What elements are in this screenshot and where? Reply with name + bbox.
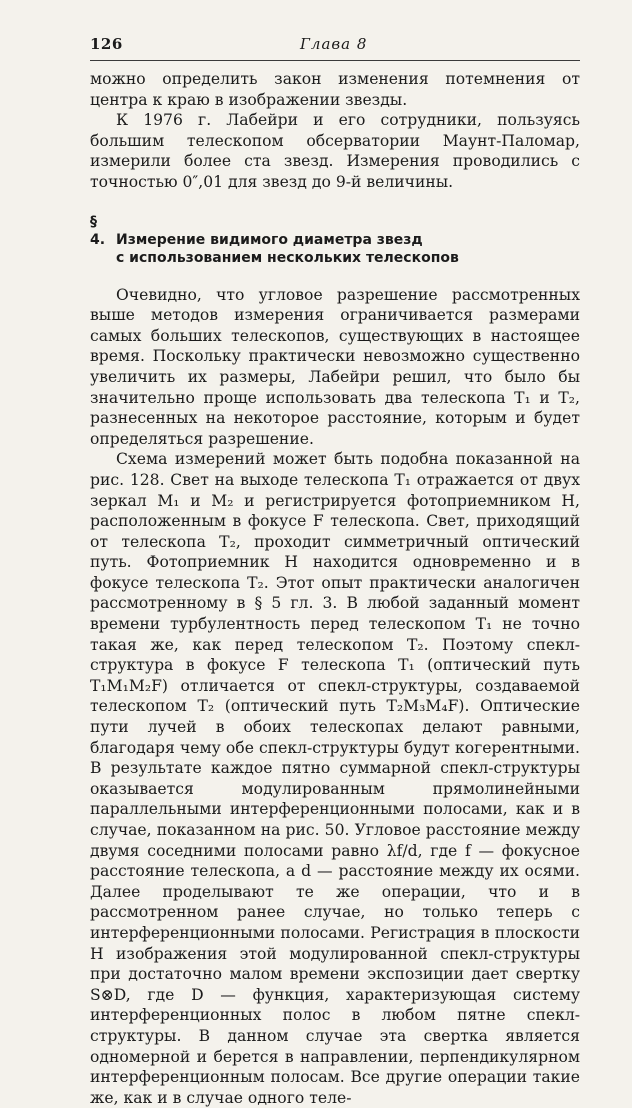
section-heading: [90, 213, 580, 267]
page-number: 126: [90, 35, 123, 53]
section-title-line-2: с использованием нескольких телескопов: [116, 249, 459, 266]
book-page: [90, 34, 580, 1107]
intro-paragraph-1: можно определить закон изменения потемнения от центра к краю в изображении звезды.: [90, 70, 580, 109]
section-title-line-1: Измерение видимого диаметра звезд: [116, 231, 423, 248]
body-text: [90, 285, 580, 1108]
body-paragraph-2: Схема измерений может быть подобна показанной на рис. 128. Свет на выходе телескопа T₁ отражается от двух зеркал M₁ и M₂ и регистрируется фотоприемником H, расположенным в фокусе F телескопа. Свет, приходящий от телескопа T₂, проходит симметричный оптический путь. Фотоприемник H находится одновременно и в фокусе телескопа T₂. Этот опыт практически аналогичен рассмотренному в § 5 гл. 3. В любой заданный момент времени турбулентность перед телескопом T₁ не точно такая же, как перед телескопом T₂. Поэтому спекл-структура в фокусе F телескопа T₁ (оптический путь T₁M₁M₂F) отличается от спекл-структуры, создаваемой телескопом T₂ (оптический путь T₂M₃M₄F). Оптические пути лучей в обоих телескопах делают равными, благодаря чему обе спекл-структуры будут когерентными. В результате каждое пятно суммарной спекл-структуры оказывается модулированным прямолинейными параллельными интерференционными полосами, как и в случае, показанном на рис. 50. Угловое расстояние между двумя соседними полосами равно λf/d, где f — фокусное расстояние телескопа, а d — расстояние между их осями. Далее проделывают те же операции, что и в рассмотренном ранее случае, но только теперь с интерференционными полосами. Регистрация в плоскости H изображения этой модулированной спекл-структуры при достаточно малом времени экспозиции дает свертку S⊗D, где D — функция, характеризующая систему интерференционных полос в любом пятне спекл-структуры. В данном случае эта свертка является одномерной и берется в направлении, перпендикулярном интерференционным полосам. Все другие операции такие же, как и в случае одного теле-: [90, 450, 580, 1107]
section-heading-line-1: [90, 213, 580, 249]
intro-paragraph-2: К 1976 г. Лабейри и его сотрудники, пользуясь большим телескопом обсерватории Маунт-Паломар, измерили более ста звезд. Измерения проводились с точностью 0″,01 для звезд до 9-й величины.: [90, 111, 580, 191]
body-paragraph-1: Очевидно, что угловое разрешение рассмотренных выше методов измерения ограничивается размерами самых больших телескопов, существующих в настоящее время. Поскольку практически невозможно существенно увеличить их размеры, Лабейри решил, что было бы значительно проще использовать два телескопа T₁ и T₂, разнесенных на некоторое расстояние, которым и будет определяться разрешение.: [90, 285, 580, 448]
running-head: [90, 34, 580, 58]
chapter-title: Глава 8: [300, 35, 368, 53]
intro-text: [90, 69, 580, 193]
header-rule: [90, 60, 580, 61]
section-number: § 4.: [90, 213, 106, 248]
